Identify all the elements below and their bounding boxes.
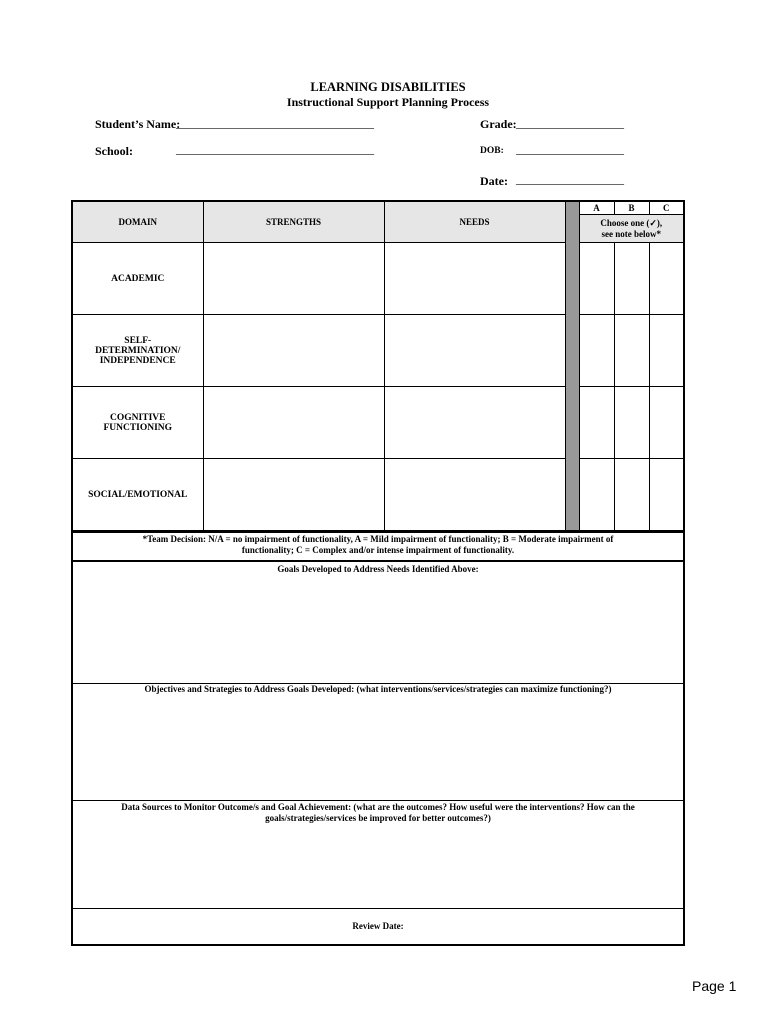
domain-table: [71, 200, 685, 532]
domain-label: INDEPENDENCE: [99, 355, 176, 366]
page-number: Page 1: [692, 978, 737, 994]
objectives-heading: Objectives and Strategies to Address Goals Developed: (what interventions/services/strategies can maximize functioning?): [144, 684, 612, 694]
needs-cell[interactable]: [384, 243, 565, 315]
strengths-cell[interactable]: [203, 387, 384, 459]
strengths-cell[interactable]: [203, 459, 384, 532]
data-sources-area[interactable]: [73, 826, 683, 908]
check-a-cell[interactable]: [579, 459, 614, 532]
planning-sections-box: [71, 560, 685, 946]
objectives-area[interactable]: [73, 697, 683, 800]
team-decision-line1: *Team Decision: N/A = no impairment of functionality, A = Mild impairment of functionality; B = Moderate impairment of: [142, 534, 614, 544]
check-c-cell[interactable]: [649, 243, 684, 315]
domain-header: DOMAIN: [72, 201, 203, 243]
review-date-label: Review Date:: [352, 921, 404, 931]
data-sources-heading: [73, 802, 683, 824]
check-a-cell[interactable]: [579, 315, 614, 387]
school-label: School:: [95, 144, 134, 158]
team-decision-line2: functionality; C = Complex and/or intense impairment of functionality.: [241, 545, 515, 555]
check-c-cell[interactable]: [649, 459, 684, 532]
check-c-cell[interactable]: [649, 387, 684, 459]
grade-field[interactable]: __________________: [516, 116, 624, 130]
domain-cell: [72, 387, 203, 459]
col-b-header: B: [614, 201, 649, 215]
domain-cell: [72, 243, 203, 315]
domain-label: SELF-: [124, 335, 152, 346]
student-name-field[interactable]: _________________________________: [176, 116, 374, 130]
student-name-label: Student’s Name:: [95, 117, 181, 131]
strengths-cell[interactable]: [203, 315, 384, 387]
date-label: Date:: [480, 174, 508, 188]
see-note-text: see note below*: [601, 228, 661, 239]
domain-row-self-determination: [72, 315, 684, 387]
check-a-cell[interactable]: [579, 387, 614, 459]
strengths-header: STRENGTHS: [203, 201, 384, 243]
team-decision-note: [71, 531, 685, 562]
dob-field[interactable]: __________________: [516, 142, 624, 156]
dob-label: DOB:: [480, 146, 504, 156]
check-c-cell[interactable]: [649, 315, 684, 387]
domain-cell: [72, 315, 203, 387]
form-subtitle: Instructional Support Planning Process: [286, 95, 490, 109]
choose-one-text: Choose one (✓),: [600, 217, 663, 228]
needs-cell[interactable]: [384, 387, 565, 459]
section-divider: [73, 908, 683, 909]
goals-area[interactable]: [73, 576, 683, 682]
data-sources-line1: Data Sources to Monitor Outcome/s and Goal Achievement: (what are the outcomes? How useful were the interventions? How can the: [121, 802, 635, 812]
check-b-cell[interactable]: [614, 243, 649, 315]
needs-header: NEEDS: [384, 201, 565, 243]
domain-cell: [72, 459, 203, 532]
grade-label: Grade:: [480, 117, 517, 131]
needs-cell[interactable]: [384, 459, 565, 532]
col-c-header: C: [649, 201, 684, 215]
data-sources-line2: goals/strategies/services be improved for better outcomes?): [265, 813, 491, 823]
domain-label: SOCIAL/EMOTIONAL: [88, 489, 188, 500]
domain-label: DETERMINATION/: [95, 345, 181, 356]
section-divider: [73, 800, 683, 801]
choose-one-note: [579, 215, 684, 243]
domain-row-cognitive: [72, 387, 684, 459]
domain-label: COGNITIVE: [110, 412, 166, 423]
domain-label: ACADEMIC: [111, 273, 165, 284]
strengths-cell[interactable]: [203, 243, 384, 315]
col-a-header: A: [579, 201, 614, 215]
form-title: LEARNING DISABILITIES: [310, 80, 466, 94]
date-field[interactable]: __________________: [516, 172, 624, 186]
school-field[interactable]: _________________________________: [176, 142, 374, 156]
check-b-cell[interactable]: [614, 387, 649, 459]
needs-cell[interactable]: [384, 315, 565, 387]
domain-row-academic: [72, 243, 684, 315]
goals-heading: Goals Developed to Address Needs Identified Above:: [277, 564, 479, 574]
domain-label: FUNCTIONING: [103, 422, 173, 433]
check-a-cell[interactable]: [579, 243, 614, 315]
domain-row-social-emotional: [72, 459, 684, 532]
check-b-cell[interactable]: [614, 315, 649, 387]
shaded-divider: [565, 201, 579, 531]
check-b-cell[interactable]: [614, 459, 649, 532]
